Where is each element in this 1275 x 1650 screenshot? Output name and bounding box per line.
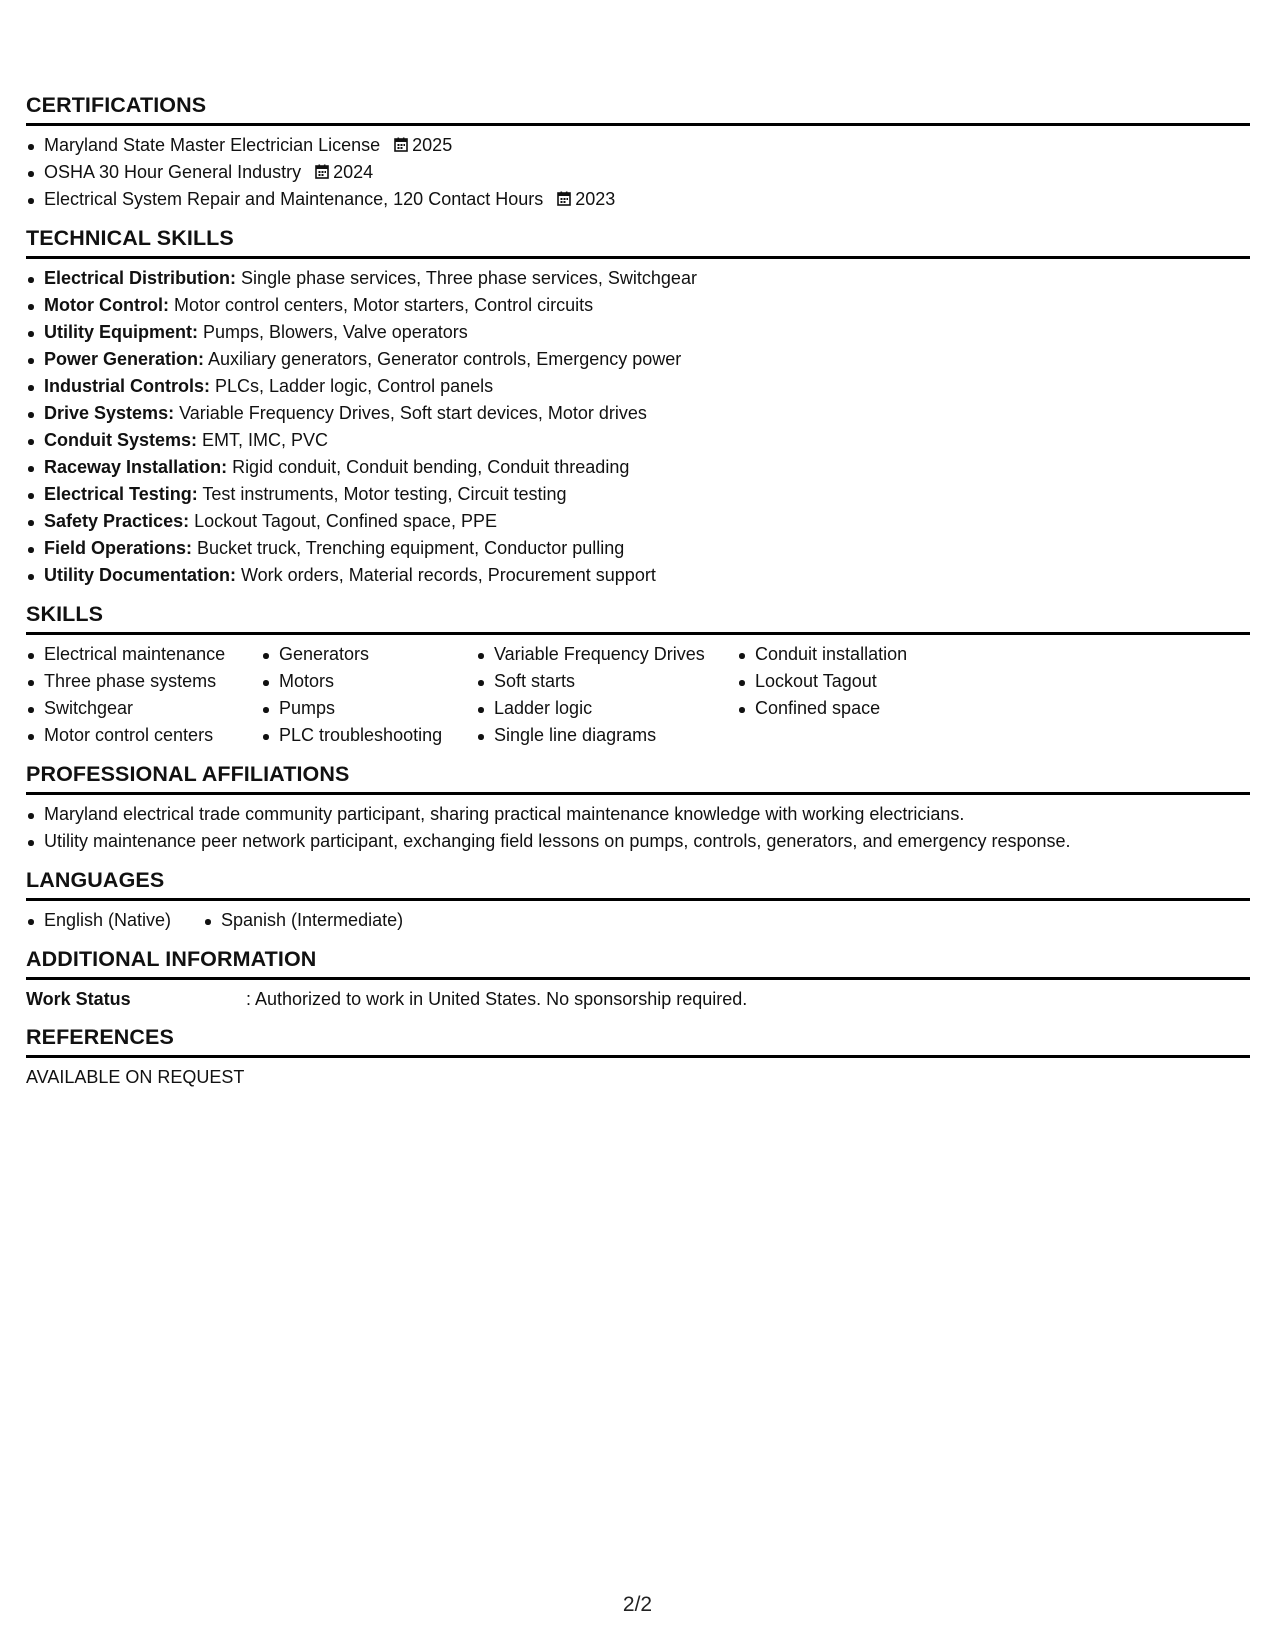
certifications-heading: CERTIFICATIONS [26,92,1250,126]
calendar-icon [557,191,571,206]
technical-skill-item [44,427,1250,454]
technical-skill-item [44,562,1250,589]
technical-skills-heading: TECHNICAL SKILLS [26,225,1250,259]
language-item: English (Native) [44,907,221,934]
skill-category-label: Electrical Distribution: [44,268,237,288]
skill-item: Electrical maintenance [44,641,279,668]
work-status-label: Work Status [26,989,131,1009]
technical-skill-item [44,373,1250,400]
certification-name: Maryland State Master Electrician License [44,135,381,155]
skill-category-text: Test instruments, Motor testing, Circuit testing [197,484,567,504]
skill-category-text: Bucket truck, Trenching equipment, Conductor pulling [192,538,625,558]
certification-item [44,132,1250,159]
skill-item: PLC troubleshooting [279,722,494,749]
skill-item: Generators [279,641,494,668]
references-text: AVAILABLE ON REQUEST [26,1067,245,1087]
technical-skills-list [26,265,1250,589]
skill-category-label: Field Operations: [44,538,193,558]
technical-skills-section [26,225,1250,589]
skill-item: Three phase systems [44,668,279,695]
skills-column [44,641,279,749]
certification-year: 2024 [333,162,374,182]
skill-item: Lockout Tagout [755,668,1055,695]
affiliations-section [26,761,1250,855]
skill-category-text: Rigid conduit, Conduit bending, Conduit threading [227,457,630,477]
skill-category-text: Motor control centers, Motor starters, Control circuits [168,295,594,315]
affiliations-heading: PROFESSIONAL AFFILIATIONS [26,761,1250,795]
skills-columns [26,641,1250,749]
skill-item: Switchgear [44,695,279,722]
affiliations-list [26,801,1250,855]
references-heading: REFERENCES [26,1024,1250,1058]
additional-info-heading: ADDITIONAL INFORMATION [26,946,1250,980]
calendar-icon [394,137,408,152]
affiliation-item: Utility maintenance peer network participant, exchanging field lessons on pumps, controls, generators, and emergency response. [44,828,1250,855]
skill-item: Pumps [279,695,494,722]
language-column [221,907,403,934]
page-number: 2/2 [622,1593,653,1616]
certification-name: OSHA 30 Hour General Industry [44,162,302,182]
skill-category-label: Raceway Installation: [44,457,228,477]
additional-info-section [26,946,1250,1012]
skill-category-text: Work orders, Material records, Procurement support [236,565,656,585]
technical-skill-item [44,265,1250,292]
skill-category-label: Drive Systems: [44,403,175,423]
languages-row [26,907,1250,934]
languages-section [26,867,1250,934]
skill-category-text: Variable Frequency Drives, Soft start devices, Motor drives [174,403,647,423]
skill-item: Single line diagrams [494,722,755,749]
skill-category-text: Pumps, Blowers, Valve operators [198,322,468,342]
technical-skill-item [44,454,1250,481]
skills-heading: SKILLS [26,601,1250,635]
skills-column [279,641,494,749]
technical-skill-item [44,535,1250,562]
skills-column [755,641,1055,749]
skill-category-label: Electrical Testing: [44,484,198,504]
certification-year: 2023 [575,189,616,209]
work-status-row [26,986,1250,1012]
skills-section [26,601,1250,749]
skill-item: Ladder logic [494,695,755,722]
skill-item: Conduit installation [755,641,1055,668]
skill-category-label: Motor Control: [44,295,169,315]
references-section [26,1024,1250,1090]
skill-category-label: Safety Practices: [44,511,190,531]
certification-year: 2025 [412,135,453,155]
resume-page [26,92,1250,1102]
technical-skill-item [44,508,1250,535]
technical-skill-item [44,319,1250,346]
language-item: Spanish (Intermediate) [221,907,403,934]
certification-item [44,159,1250,186]
skill-category-label: Utility Documentation: [44,565,236,585]
technical-skill-item [44,292,1250,319]
language-column [44,907,221,934]
skill-category-text: Lockout Tagout, Confined space, PPE [189,511,497,531]
skill-item: Variable Frequency Drives [494,641,755,668]
skill-category-label: Industrial Controls: [44,376,210,396]
technical-skill-item [44,400,1250,427]
certifications-list [26,132,1250,213]
skill-category-text: Auxiliary generators, Generator controls, Emergency power [204,349,682,369]
skills-column [494,641,755,749]
calendar-icon [315,164,329,179]
skill-category-label: Power Generation: [44,349,205,369]
skill-category-text: Single phase services, Three phase services, Switchgear [236,268,697,288]
skill-category-label: Conduit Systems: [44,430,198,450]
affiliation-item: Maryland electrical trade community participant, sharing practical maintenance knowledge with working electricians. [44,801,1250,828]
technical-skill-item [44,481,1250,508]
skill-item: Motors [279,668,494,695]
skill-item: Soft starts [494,668,755,695]
languages-heading: LANGUAGES [26,867,1250,901]
certification-item [44,186,1250,213]
technical-skill-item [44,346,1250,373]
skill-category-text: PLCs, Ladder logic, Control panels [210,376,494,396]
certifications-section [26,92,1250,213]
skill-category-label: Utility Equipment: [44,322,198,342]
work-status-value: : Authorized to work in United States. No sponsorship required. [246,989,748,1009]
certification-name: Electrical System Repair and Maintenance, 120 Contact Hours [44,189,544,209]
skill-item: Confined space [755,695,1055,722]
skill-category-text: EMT, IMC, PVC [197,430,329,450]
skill-item: Motor control centers [44,722,279,749]
